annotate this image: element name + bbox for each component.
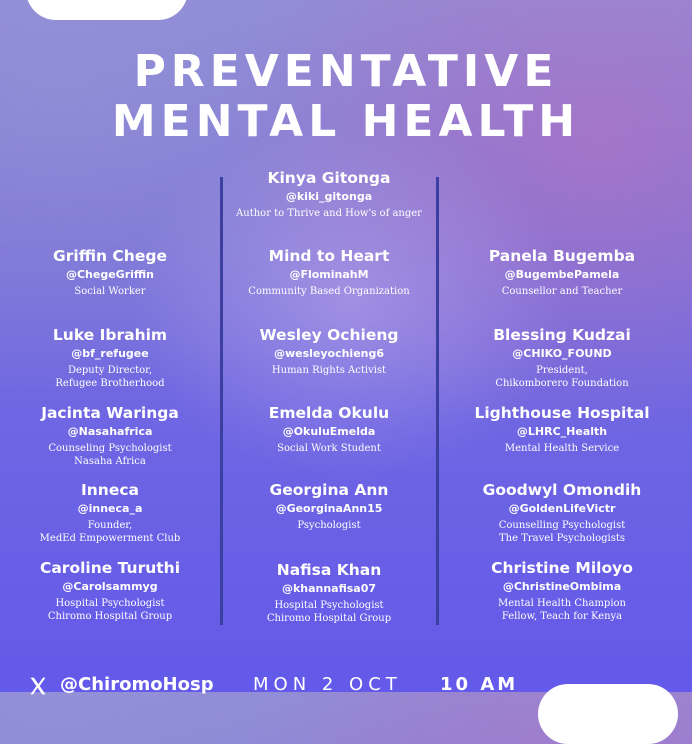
- footer-time: 10 AM: [440, 674, 519, 695]
- title-line-1: PREVENTATIVE: [133, 46, 559, 97]
- speaker-name: Inneca: [81, 481, 139, 499]
- speaker-role: Hospital Psychologist: [274, 600, 384, 611]
- speaker-handle[interactable]: @Nasahafrica: [67, 425, 153, 438]
- speaker-organization: Refugee Brotherhood: [55, 378, 165, 389]
- speaker-handle[interactable]: @wesleyochieng6: [273, 347, 385, 360]
- speaker-name: Goodwyl Omondih: [482, 481, 642, 499]
- speaker-handle[interactable]: @FlominahM: [289, 268, 369, 281]
- speaker-name: Emelda Okulu: [268, 404, 390, 422]
- speaker-role: President,: [536, 365, 588, 376]
- speaker-role: Founder,: [87, 520, 133, 531]
- speaker-handle[interactable]: @LHRC_Health: [516, 425, 608, 438]
- speaker-name: Griffin Chege: [53, 247, 167, 265]
- speaker-handle[interactable]: @Carolsammyg: [62, 580, 158, 593]
- speaker-organization: MedEd Empowerment Club: [39, 533, 181, 544]
- speaker-handle[interactable]: @BugembePamela: [504, 268, 620, 281]
- speaker-card: [221, 169, 437, 220]
- speaker-role: Social Worker: [74, 286, 146, 297]
- speaker-name: Nafisa Khan: [276, 561, 382, 579]
- speaker-name: Blessing Kudzai: [493, 326, 631, 344]
- speaker-handle[interactable]: @GoldenLifeVictr: [508, 502, 616, 515]
- top-left-pill: [26, 0, 188, 20]
- speaker-organization: The Travel Psychologists: [499, 533, 625, 544]
- speaker-card: [2, 404, 218, 468]
- speaker-handle[interactable]: @ChegeGriffin: [65, 268, 155, 281]
- speaker-role: Social Work Student: [277, 443, 381, 454]
- speaker-card: [2, 247, 218, 298]
- speaker-card: [2, 326, 218, 390]
- bottom-right-pill: [538, 684, 678, 744]
- speaker-role: Counseling Psychologist: [48, 443, 172, 454]
- speaker-role: Human Rights Activist: [271, 365, 387, 376]
- speaker-organization: Chiromo Hospital Group: [47, 611, 173, 622]
- speaker-organization: Chiromo Hospital Group: [266, 613, 392, 624]
- speaker-card: [454, 247, 670, 298]
- speaker-organization: Nasaha Africa: [74, 456, 146, 467]
- speaker-role: Author to Thrive and How's of anger: [236, 208, 422, 219]
- speaker-name: Christine Miloyo: [491, 559, 633, 577]
- speaker-role: Counsellor and Teacher: [501, 286, 623, 297]
- speaker-card: [221, 247, 437, 298]
- speaker-name: Luke Ibrahim: [52, 326, 168, 344]
- speaker-handle[interactable]: @OkuluEmelda: [282, 425, 376, 438]
- speaker-card: [454, 326, 670, 390]
- speaker-card: [221, 481, 437, 532]
- speaker-name: Caroline Turuthi: [39, 559, 181, 577]
- speaker-handle[interactable]: @inneca_a: [77, 502, 143, 515]
- speaker-role: Psychologist: [297, 520, 361, 531]
- speaker-handle[interactable]: @bf_refugee: [71, 347, 149, 360]
- speaker-card: [221, 326, 437, 377]
- speaker-card: [221, 404, 437, 455]
- speaker-handle[interactable]: @GeorginaAnn15: [275, 502, 383, 515]
- speaker-name: Wesley Ochieng: [259, 326, 399, 344]
- speaker-name: Kinya Gitonga: [267, 169, 391, 187]
- footer-date: MON 2 OCT: [253, 674, 402, 695]
- footer-x-handle[interactable]: @ChiromoHosp: [60, 674, 214, 695]
- speaker-organization: Chikomborero Foundation: [495, 378, 629, 389]
- speaker-name: Mind to Heart: [268, 247, 390, 265]
- speaker-handle[interactable]: @kiki_gitonga: [285, 190, 373, 203]
- speaker-name: Lighthouse Hospital: [474, 404, 650, 422]
- speaker-card: [2, 559, 218, 623]
- title-line-2: MENTAL HEALTH: [111, 96, 581, 147]
- speaker-role: Mental Health Champion: [498, 598, 626, 609]
- speaker-card: [2, 481, 218, 545]
- speaker-card: [454, 481, 670, 545]
- speaker-role: Deputy Director,: [67, 365, 153, 376]
- speaker-handle[interactable]: @khannafisa07: [281, 582, 377, 595]
- speaker-card: [454, 559, 670, 623]
- speaker-role: Community Based Organization: [248, 286, 410, 297]
- x-logo-icon: [28, 676, 48, 696]
- speaker-role: Mental Health Service: [504, 443, 620, 454]
- speaker-organization: Fellow, Teach for Kenya: [501, 611, 623, 622]
- column-divider-left: [220, 177, 223, 625]
- column-divider-right: [436, 177, 439, 625]
- speaker-name: Panela Bugemba: [488, 247, 636, 265]
- speaker-name: Georgina Ann: [269, 481, 389, 499]
- speaker-role: Counselling Psychologist: [498, 520, 626, 531]
- speaker-card: [454, 404, 670, 455]
- speaker-handle[interactable]: @CHIKO_FOUND: [512, 347, 612, 360]
- speaker-role: Hospital Psychologist: [55, 598, 165, 609]
- speaker-card: [221, 561, 437, 625]
- speaker-name: Jacinta Waringa: [41, 404, 179, 422]
- speaker-handle[interactable]: @ChristineOmbima: [502, 580, 622, 593]
